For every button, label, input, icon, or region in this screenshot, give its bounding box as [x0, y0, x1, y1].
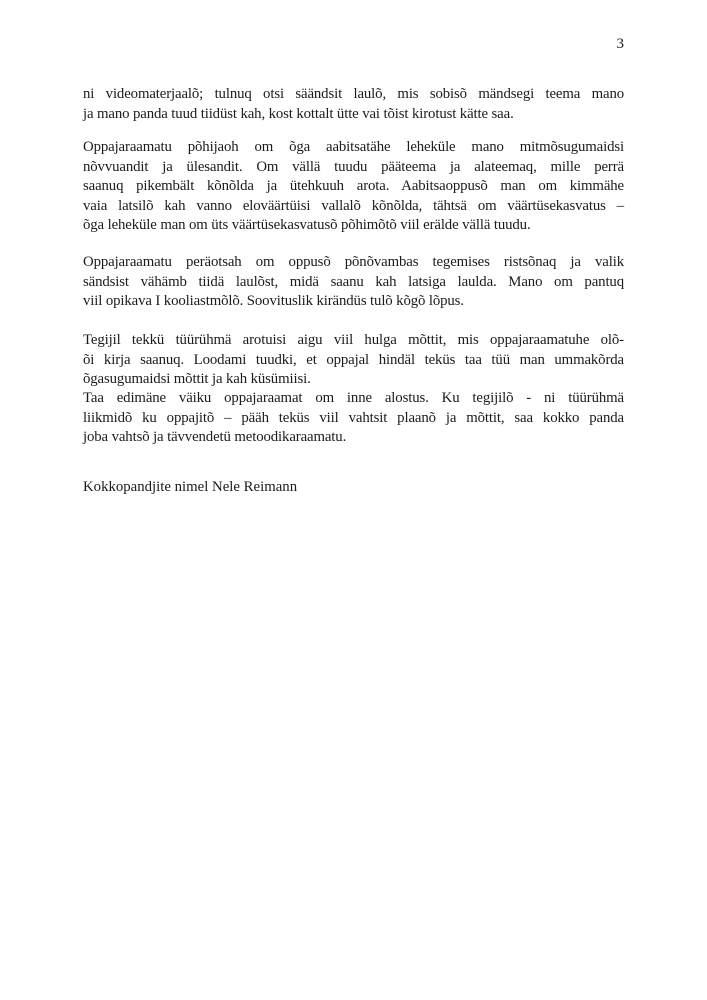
text-line: Oppajaraamatu põhijaoh om õga aabitsatähe leheküle mano mitmõsugumaidsi: [83, 139, 624, 155]
paragraph-2: [83, 138, 624, 236]
text-line: vaia latsilõ kah vanno eloväärtüisi vallalõ kõnõlda, tähtsä om väärtüsekasvatus –: [83, 197, 624, 214]
text-line: ja mano panda tuud tiidüst kah, kost kottalt ütte vai tõist kirotust kätte saa.: [83, 105, 514, 122]
paragraph-5: [83, 389, 624, 448]
text-line: Taa edimäne väiku oppajaraamat om inne alostus. Ku tegijilõ - ni tüürühmä: [83, 390, 624, 406]
paragraph-1: [83, 85, 624, 124]
paragraph-4: [83, 331, 624, 390]
text-line: saanuq pikembält kõnõlda ja ütehkuuh arota. Aabitsaoppusõ man om kimmähe: [83, 178, 624, 194]
page-number: 3: [616, 36, 624, 52]
text-line: viil opikava I kooliastmõlõ. Soovituslik kirändüs tulõ kõgõ lõpus.: [83, 293, 464, 309]
text-line: ni videomaterjaalõ; tulnuq otsi säändsit laulõ, mis sobisõ mändsegi teema mano: [83, 86, 624, 102]
text-line: joba vahtsõ ja tävvendetü metoodikaraamatu.: [83, 429, 347, 445]
paragraph-3: [83, 253, 624, 312]
text-line: Tegijil tekkü tüürühmä arotuisi aigu viil hulga mõttit, mis oppajaraamatuhe olõ-: [83, 332, 624, 348]
text-line: sändsist vähämb tiidä laulõst, midä saanu kah latsiga laulda. Mano om pantuq: [83, 273, 624, 290]
text-line: nõvvuandit ja ülesandit. Om vällä tuudu pääteema ja alateemaq, mille perrä: [83, 158, 624, 175]
text-line: liikmidõ ku oppajitõ – pääh teküs viil vahtsit plaanõ ja mõttit, saa kokko panda: [83, 409, 624, 426]
text-line: õga leheküle man om üts väärtüsekasvatusõ põhimõtõ viil erälde vällä tuudu.: [83, 217, 531, 233]
text-line: Oppajaraamatu peräotsah om oppusõ põnõvambas tegemises ristsõnaq ja valik: [83, 254, 624, 270]
text-line: õi kirja saanuq. Loodami tuudki, et oppajal hindäl teküs taa tüü man ummakõrda: [83, 351, 624, 368]
text-line: õgasugumaidsi mõttit ja kah küsümiisi.: [83, 371, 311, 387]
signature-line: Kokkopandjite nimel Nele Reimann: [83, 479, 298, 495]
